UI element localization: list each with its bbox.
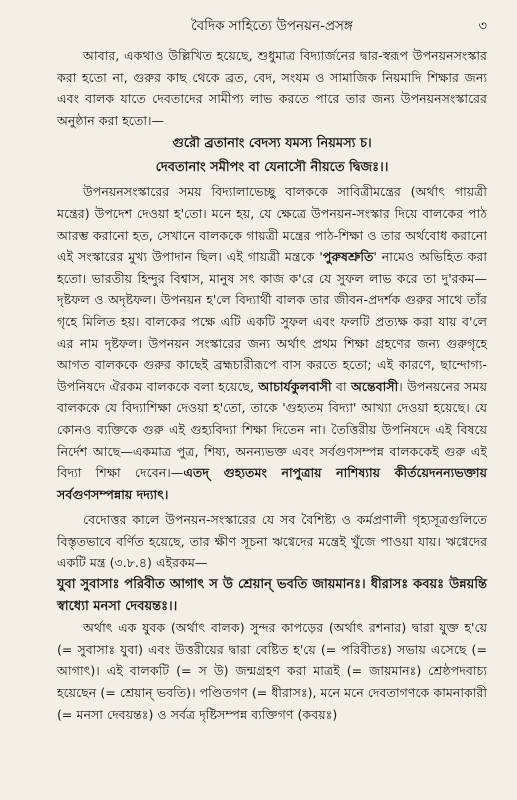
p2-part-c: বা <box>331 378 351 394</box>
sanskrit-quote: এতদ্‌ গুহ্যতমং নাপুত্রায় নাশিষ্যায় কীর্তয়েদনন্যভক্তায় সর্বগুণসম্পন্নায় দদ্যাৎ। <box>57 465 488 502</box>
paragraph-4: অর্থাৎ এক যুবক (অর্থাৎ বালক) সুন্দর কাপড়ের (অর্থাৎ রশনার) দ্বারা যুক্ত হ'য়ে (= সুবাসাঃ যুবা) এবং উত্তরীয়ের দ্বারা বেষ্টিত হ'য়ে (= পরিবীতঃ) সভায় এসেছে (= আগাৎ)। এই বালকটি (= স উ) জন্মগ্রহণ করা মাত্রই (= জায়মানঃ) শ্রেষ্ঠপদবাচ্য হয়েছেন (= শ্রেয়ান্ ভবতি)। পণ্ডিতগণ (= ধীরাসঃ), মনে মনে দেবতাগণকে কামনাকারী (= মনসা দেবয়ন্তঃ) ও সর্বত্র দৃষ্টিসম্পন্ন ব্যক্তিগণ (কবয়ঃ) <box>57 620 487 722</box>
verse-1-line-1: গুরৌ ব্রতানাং বেদস্য যমস্য নিয়মস্য চ। <box>172 136 372 152</box>
paragraph-3: বেদোত্তর কালে উপনয়ন-সংস্কারের যে সব বৈশিষ্ট্য ও কর্মপ্রণালী গৃহ্যসূত্রগুলিতে বিস্তৃতভাবে বর্ণিত হয়েছে, তার ক্ষীণ সূচনা ঋগ্বেদের মন্ত্রেই খুঁজে পাওয়া যায়। ঋগ্বেদের একটি মন্ত্র (৩.৮.৪) এইরকম— <box>57 512 487 571</box>
page-number: ৩ <box>478 18 487 34</box>
rigveda-verse: যুবা সুবাসাঃ পরিবীত আগাৎ স উ শ্রেয়ান্ ভবতি জায়মানঃ। ধীরাসঃ কবয়ঃ উন্নয়ন্তি স্বাধ্যো মনসা দেবয়ন্তঃ।। <box>57 577 487 614</box>
paragraph-2 <box>57 181 487 505</box>
p2-part-d: । উপনয়নের সময় বালককে যে বিদ্যাশিক্ষা দেওয়া হ'তো, তাকে 'গুহ্যতম বিদ্যা' আখ্যা দেওয়া হয়েছে। যে কোনও ব্যক্তিকে গুরু এই গুহ্যবিদ্যা শিক্ষা দিতেন না। তৈত্তিরীয় উপনিষদে এই বিষয়ে নির্দেশ আছে—একমাত্র পুত্র, শিষ্য, অনন্যভক্ত এবং সর্বগুণসম্পন্ন বালককেই গুরু এই বিদ্যা শিক্ষা দেবেন।— <box>57 378 488 481</box>
paragraph-1: আবার, একথাও উল্লিখিত হয়েছে, শুধুমাত্র বিদ্যার্জনের দ্বার-স্বরূপ উপনয়নসংস্কার করা হতো না, গুরুর কাছ থেকে ব্রত, বেদ, সংযম ও সামাজিক নিয়মাদি শিক্ষার জন্য এবং বালক যাতে দেবতাদের সামীপ্য লাভ করতে পারে তার জন্য উপনয়নসংস্কারের অনুষ্ঠান করা হতো।— <box>57 48 487 128</box>
term-antevasi: অন্তেবাসী <box>350 378 399 394</box>
body-text <box>57 45 487 725</box>
term-purushashruti: পুরুষশ্রুতি <box>322 249 374 265</box>
running-title: বৈদিক সাহিত্যে উপনয়ন-প্রসঙ্গ <box>191 18 353 34</box>
term-acharyakulavasi: আচার্যকুলবাসী <box>258 378 332 394</box>
verse-1-line-2: দেবতানাং সমীপং বা যেনাসৌ নীয়তে দ্বিজঃ।। <box>155 160 389 176</box>
p2-part-b: ' নামেও অভিহিত করা হতো। ভারতীয় হিন্দুর বিশ্বাস, মানুষ সৎ কাজ ক'রে যে সুফল লাভ করে তা দু'রকম—দৃষ্টফল ও অদৃষ্টফল। উপনয়ন হ'লে বিদ্যার্থী বালক তার জীবন-প্রদর্শক গুরুর সাথে তাঁর গৃহে মিলিত হয়। বালকের পক্ষে এটি একটি সুফল এবং ফলটি প্রত্যক্ষ করা যায় ব'লে এর নাম দৃষ্টফল। উপনয়ন সংস্কারের জন্য অর্থাৎ প্রথম শিক্ষা গ্রহণের জন্য গুরুগৃহে আগত বালককে গুরুর কাছেই ব্রহ্মচারীরূপে বাস করতে হতো; এই কারণে, ছান্দোগ্য-উপনিষদে ঐরকম বালককে বলা হয়েছে, <box>57 249 487 394</box>
running-header <box>57 15 487 35</box>
p2-part-a: উপনয়নসংস্কারের সময় বিদ্যালাভেচ্ছু বালককে সাবিত্রীমন্ত্রের (অর্থাৎ গায়ত্রী মন্ত্রের) উপদেশ দেওয়া হ'তো। মনে হয়, যে ক্ষেত্রে উপনয়ন-সংস্কার দিয়ে বালকের পাঠ আরম্ভ করানো হত, সেখানে বালককে গায়ত্রী মন্ত্রের পাঠ-শিক্ষা ও তার অর্থবোধ করানো এই সংস্কারের মুখ্য উপাদান ছিল। এই গায়ত্রী মন্ত্রকে ' <box>57 184 487 265</box>
